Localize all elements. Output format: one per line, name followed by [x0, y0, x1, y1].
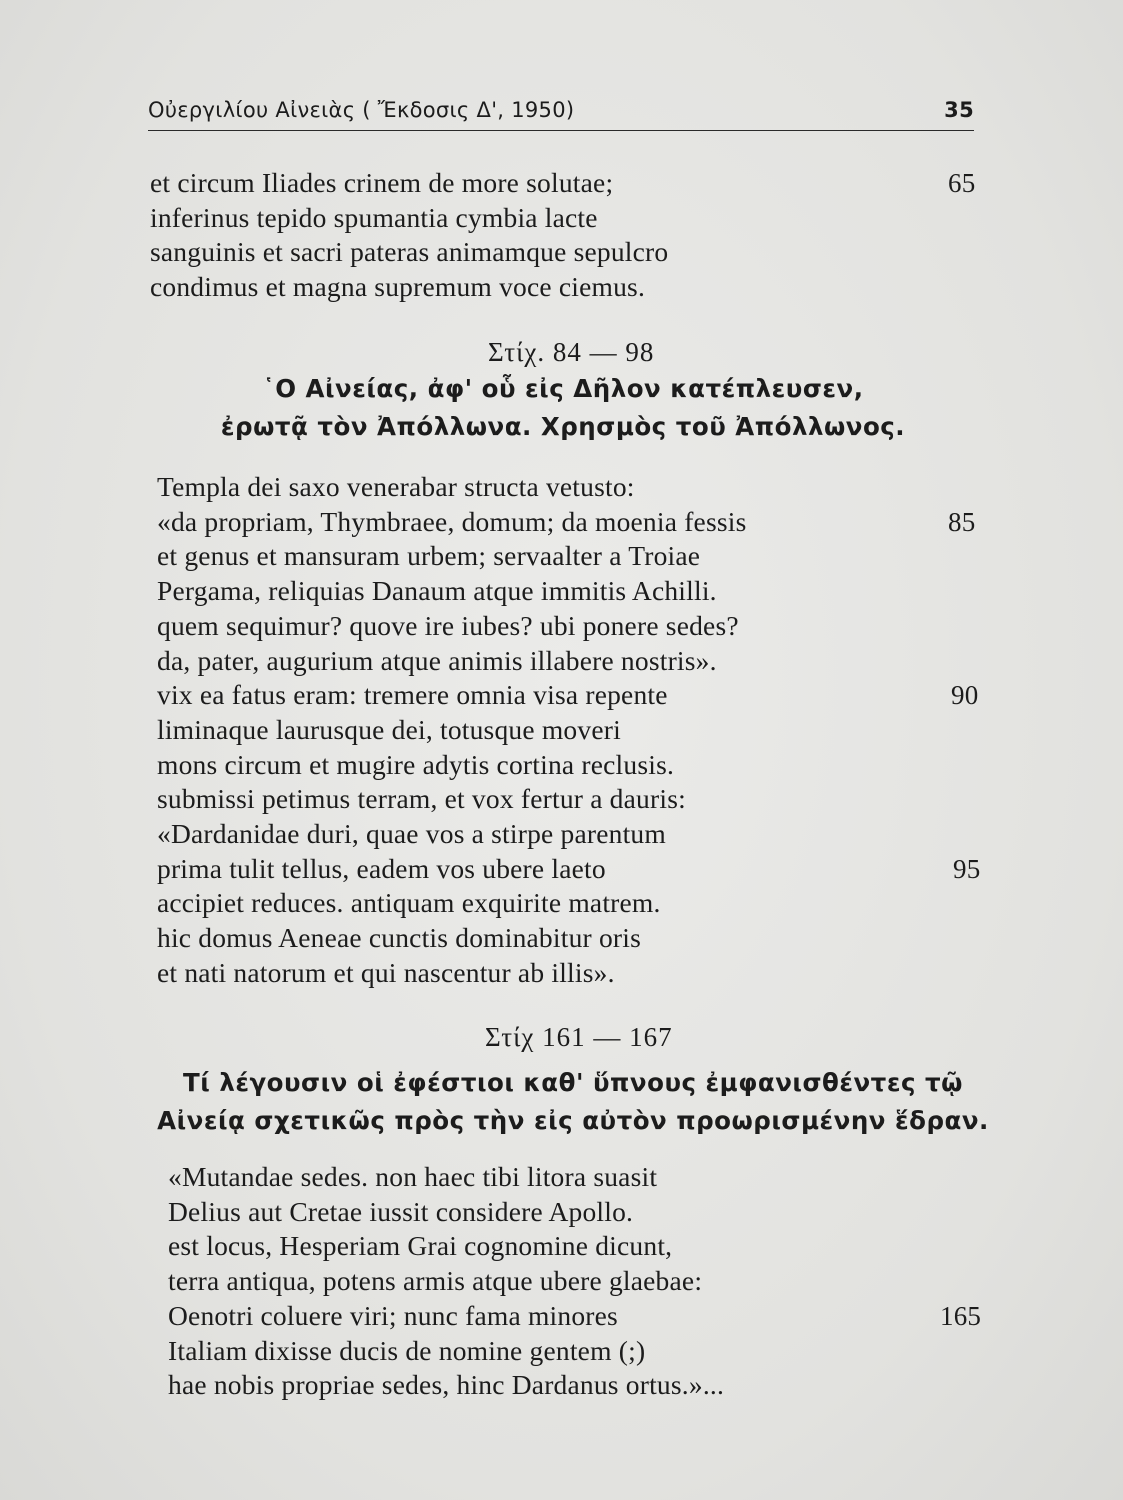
line-number: 90 [951, 680, 979, 711]
section-heading-line: ῾Ο Αἰνείας, ἀφ' οὗ εἰς Δῆλον κατέπλευσεν, [262, 374, 864, 403]
line-number: 95 [953, 853, 981, 884]
verse-line: condimus et magna supremum voce ciemus. [150, 271, 646, 303]
section-heading-line: ἐρωτᾷ τὸν Ἀπόλλωνα. Χρησμὸς τοῦ Ἀπόλλωνος. [220, 412, 906, 441]
verse-line: accipiet reduces. antiquam exquirite matrem. [157, 887, 661, 919]
verse-line: est locus, Hesperiam Grai cognomine dicunt, [168, 1230, 673, 1262]
verse-line: da, pater, augurium atque animis illabere nostris». [157, 644, 717, 676]
verse-line: prima tulit tellus, eadem vos ubere laeto 95 [157, 852, 747, 887]
verse-passage-2 [157, 470, 981, 991]
verse-line: hic domus Aeneae cunctis dominabitur oris [157, 922, 641, 954]
verse-line: inferinus tepido spumantia cymbia lacte [150, 201, 598, 233]
verse-line: et circum Iliades crinem de more solutae; 65 [150, 166, 668, 201]
running-header [148, 96, 974, 131]
section-heading-line: Αἰνείᾳ σχετικῶς πρὸς τὴν εἰς αὐτὸν προωρισμένην ἕδραν. [157, 1106, 989, 1135]
verse-passage-1 [150, 166, 976, 305]
verse-passage-3 [168, 1160, 982, 1403]
verse-line: Delius aut Cretae iussit considere Apollo. [168, 1195, 634, 1227]
line-number: 65 [948, 168, 976, 198]
verse-line: «da propriam, Thymbraee, domum; da moenia fessis 85 [157, 505, 747, 540]
verse-line: sanguinis et sacri pateras animamque sepulcro [150, 236, 669, 268]
verse-line: quem sequimur? quove ire iubes? ubi ponere sedes? [157, 609, 739, 641]
line-number: 165 [940, 1300, 982, 1331]
verse-line: submissi petimus terram, et vox fertur a dauris: [157, 783, 686, 815]
verse-line: et nati natorum et qui nascentur ab illis». [157, 956, 615, 988]
running-title: Οὐεργιλίου Αἰνειὰς ( Ἔκδοσις Δ', 1950) [148, 98, 575, 122]
section-heading [150, 370, 976, 446]
section-verse-ref: Στίχ. 84 — 98 [488, 337, 655, 367]
verse-line: terra antiqua, potens armis atque ubere glaebae: [168, 1265, 703, 1297]
verse-line: «Dardanidae duri, quae vos a stirpe parentum [157, 818, 666, 850]
page-number: 35 [944, 98, 974, 122]
section-heading-line: Τί λέγουσιν οἱ ἐφέστιοι καθ' ὕπνους ἐμφανισθέντες τῷ [183, 1068, 963, 1097]
verse-line: mons circum et mugire adytis cortina reclusis. [157, 748, 675, 780]
verse-line: liminaque laurusque dei, totusque moveri [157, 713, 621, 745]
line-number: 85 [948, 506, 976, 537]
verse-line: Templa dei saxo venerabar structa vetusto: [157, 471, 635, 502]
verse-line: Oenotri coluere viri; nunc fama minores 165 [168, 1299, 724, 1334]
section-heading [140, 1064, 1006, 1140]
verse-line: Pergama, reliquias Danaum atque immitis Achilli. [157, 575, 717, 607]
verse-line: vix ea fatus eram: tremere omnia visa repente 90 [157, 678, 747, 713]
verse-line: hae nobis propriae sedes, hinc Dardanus ortus.»... [168, 1369, 725, 1401]
verse-line: et genus et mansuram urbem; servaalter a Troiae [157, 540, 701, 572]
section-verse-ref: Στίχ 161 — 167 [485, 1022, 673, 1052]
verse-line: Italiam dixisse ducis de nomine gentem (;) [168, 1334, 646, 1366]
verse-line: «Mutandae sedes. non haec tibi litora suasit [168, 1161, 658, 1192]
